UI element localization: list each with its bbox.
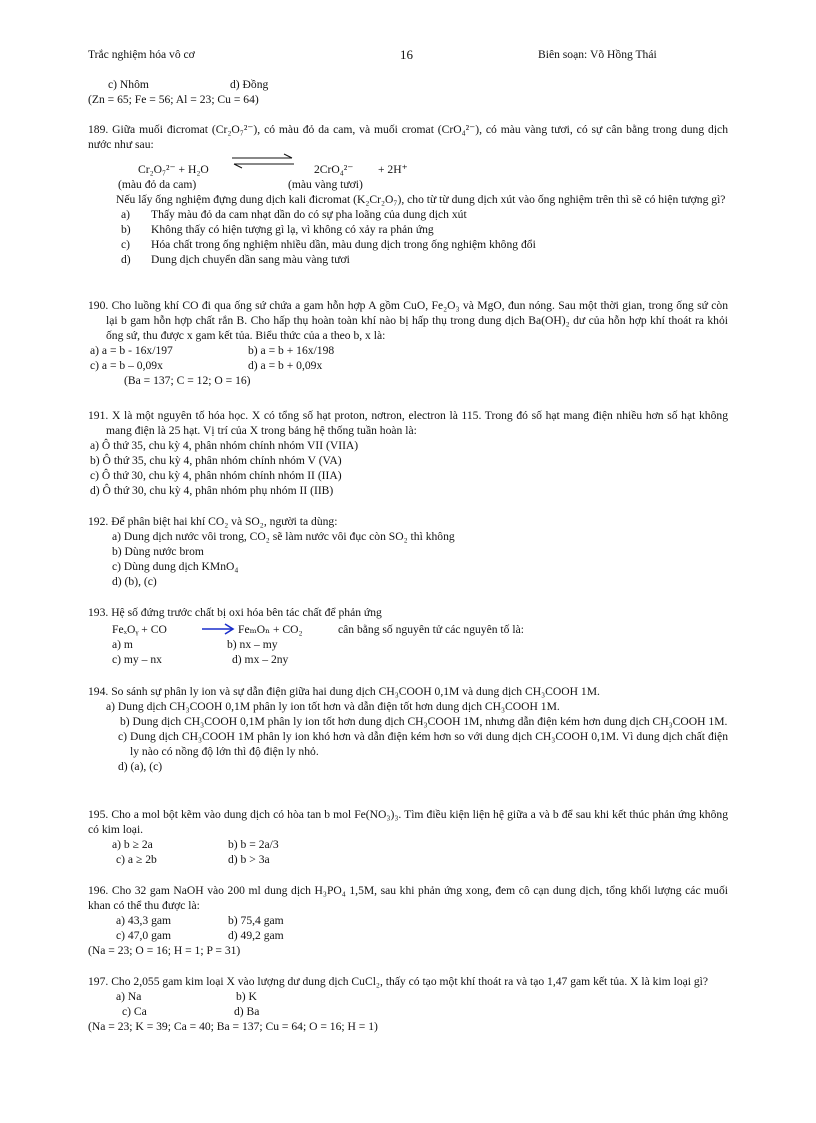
option-a: a) 43,3 gam (116, 914, 172, 927)
page-number: 16 (400, 47, 413, 62)
equation-left: FeₓOᵧ + CO (112, 623, 167, 636)
option-a: a) Na (116, 990, 142, 1003)
question-text: 189. Giữa muối đicromat (Cr₂O₇²⁻), có màu đỏ da cam, và muối cromat (CrO₄²⁻), có màu vàng tươi, có sự cân bằng trong dung dịch nước như sau: (88, 123, 728, 151)
option-d: d) (a), (c) (118, 760, 163, 773)
option-a: a) a = b - 16x/197 (90, 344, 173, 357)
question-191 (88, 408, 728, 498)
option-a: a) m (112, 638, 133, 651)
equation-tail: cân bằng số nguyên tử các nguyên tố là: (338, 623, 524, 636)
question-190 (88, 298, 728, 388)
option-item (88, 237, 728, 252)
equilibrium-arrow-icon (230, 152, 296, 170)
equation-right: 2CrO₄²⁻ (314, 163, 354, 176)
atomic-masses: (Ba = 137; C = 12; O = 16) (124, 374, 251, 387)
option-d: d) b > 3a (228, 853, 270, 866)
option-key: b) (121, 223, 131, 236)
option-d: d) mx – 2ny (232, 653, 289, 666)
option-item (88, 252, 728, 267)
option-c: c) a ≥ 2b (116, 853, 157, 866)
option-a: a) b ≥ 2a (112, 838, 153, 851)
option-item: c) Dùng dung dịch KMnO₄ (112, 560, 239, 573)
option-item: d) Ô thứ 30, chu kỳ 4, phân nhóm phụ nhóm II (IIB) (90, 484, 334, 497)
question-text: 192. Để phân biệt hai khí CO₂ và SO₂, người ta dùng: (88, 515, 338, 528)
option-item: b) Dùng nước brom (112, 545, 204, 558)
option-c: c) my – nx (112, 653, 162, 666)
option-c: c) Dung dịch CH₃COOH 1M phân ly ion khó hơn và dẫn điện kém hơn so với dung dịch CH₃COOH 0,1M. Vì dung dịch chất điện ly nào có nồng độ lớn thì độ điện ly nhỏ. (118, 730, 728, 758)
question-text: 190. Cho luồng khí CO đi qua ống sứ chứa a gam hỗn hợp A gồm CuO, Fe₂O₃ và MgO, đun nóng. Sau một thời gian, trong ống sứ còn lại b gam hỗn hợp chất rắn B. Cho hấp thụ hoàn toàn khí nào bị hấp thụ trong dung dịch Ba(OH)₂ dư của hỗn hợp khí thoát ra khỏi ống sứ, thu được x gam kết tủa. Biểu thức của a theo b, x là: (88, 299, 728, 342)
question-text: 194. So sánh sự phân ly ion và sự dẫn điện giữa hai dung dịch CH₃COOH 0,1M và dung dịch CH₃COOH 1M. (88, 685, 600, 698)
question-189-body (88, 192, 728, 267)
option-d: d) Ba (234, 1005, 260, 1018)
color-label-right: (màu vàng tươi) (288, 178, 363, 191)
equation-plus: + 2H⁺ (378, 163, 408, 176)
question-189 (88, 122, 728, 152)
option-text: Không thấy có hiện tượng gì lạ, vì không có xảy ra phản ứng (151, 223, 434, 236)
option-c: c) a = b – 0,09x (90, 359, 163, 372)
question-193 (88, 605, 728, 620)
question-text: 197. Cho 2,055 gam kim loại X vào lượng dư dung dịch CuCl₂, thấy có tạo một khí thoát ra và tạo 1,47 gam kết tủa. X là kim loại gì? (88, 975, 709, 988)
header-title: Trắc nghiệm hóa vô cơ (88, 48, 195, 61)
option-b: b) nx – my (227, 638, 278, 651)
options-list (88, 207, 728, 267)
question-194 (88, 684, 728, 774)
atomic-masses: (Na = 23; O = 16; H = 1; P = 31) (88, 944, 241, 957)
option-c: c) 47,0 gam (116, 929, 172, 942)
question-197 (88, 974, 728, 1034)
option-item (88, 207, 728, 222)
option-item: a) Ô thứ 35, chu kỳ 4, phân nhóm chính nhóm VII (VIIA) (90, 439, 359, 452)
question-text: 191. X là một nguyên tố hóa học. X có tổng số hạt proton, nơtron, electron là 115. Trong đó số hạt mang điện nhiều hơn số hạt không mang điện là 25 hạt. Vị trí của X trong bảng hệ thống tuần hoàn là: (88, 409, 728, 437)
question-196 (88, 883, 728, 958)
equation-right: FeₘOₙ + CO₂ (238, 623, 303, 636)
options-list (88, 529, 728, 589)
option-text: Dung dịch chuyển dần sang màu vàng tươi (151, 253, 350, 266)
color-label-left: (màu đỏ da cam) (118, 178, 197, 191)
options-list (88, 438, 728, 498)
question-193-options (88, 637, 728, 667)
atomic-masses: (Na = 23; K = 39; Ca = 40; Ba = 137; Cu = 64; O = 16; H = 1) (88, 1020, 378, 1033)
header-author: Biên soạn: Võ Hồng Thái (538, 48, 657, 61)
option-key: c) (121, 238, 131, 251)
option-c: c) Ca (122, 1005, 147, 1018)
option-item: a) Dung dịch nước vôi trong, CO₂ sẽ làm nước vôi đục còn SO₂ thì không (112, 530, 455, 543)
option-d: d) a = b + 0,09x (248, 359, 323, 372)
question-prompt: Nếu lấy ống nghiệm đựng dung dịch kali đicromat (K₂Cr₂O₇), cho từ từ dung dịch xút vào ống nghiệm trên thì sẽ có hiện tượng gì? (116, 193, 726, 206)
option-c: c) Nhôm (108, 78, 149, 91)
option-b: b) a = b + 16x/198 (248, 344, 335, 357)
prev-question-tail (88, 77, 728, 107)
option-text: Thấy màu đỏ da cam nhạt dần do có sự pha loãng của dung dịch xút (151, 208, 467, 221)
equation-left: Cr₂O₇²⁻ + H₂O (138, 163, 209, 176)
option-b: b) b = 2a/3 (228, 838, 279, 851)
option-item: c) Ô thứ 30, chu kỳ 4, phân nhóm chính nhóm II (IIA) (90, 469, 342, 482)
option-key: d) (121, 253, 131, 266)
question-195 (88, 807, 728, 867)
option-d: d) 49,2 gam (228, 929, 284, 942)
option-b: b) Dung dịch CH₃COOH 0,1M phân ly ion tốt hơn dung dịch CH₃COOH 1M, nhưng dẫn điện kém hơn dung dịch CH₃COOH 1M. (120, 715, 728, 728)
option-item (88, 222, 728, 237)
option-key: a) (121, 208, 131, 221)
option-text: Hóa chất trong ống nghiệm nhiều dần, màu dung dịch trong ống nghiệm không đổi (151, 238, 536, 251)
question-text: 196. Cho 32 gam NaOH vào 200 ml dung dịch H₃PO₄ 1,5M, sau khi phản ứng xong, đem cô cạn dung dịch, tổng khối lượng các muối khan có thể thu được là: (88, 884, 728, 912)
option-a: a) Dung dịch CH₃COOH 0,1M phân ly ion tốt hơn và dẫn điện tốt hơn dung dịch CH₃COOH 1M. (106, 700, 560, 713)
reaction-arrow-icon (200, 622, 236, 636)
option-b: b) 75,4 gam (228, 914, 284, 927)
option-item: d) (b), (c) (112, 575, 157, 588)
atomic-masses: (Zn = 65; Fe = 56; Al = 23; Cu = 64) (88, 93, 259, 106)
option-b: b) K (236, 990, 257, 1003)
question-192 (88, 514, 728, 589)
option-item: b) Ô thứ 35, chu kỳ 4, phân nhóm chính nhóm V (VA) (90, 454, 342, 467)
question-text: 193. Hệ số đứng trước chất bị oxi hóa bên tác chất để phản ứng (88, 606, 382, 619)
question-text: 195. Cho a mol bột kẽm vào dung dịch có hòa tan b mol Fe(NO₃)₃. Tìm điều kiện liện hệ giữa a và b để sau khi kết thúc phản ứng không có kim loại. (88, 808, 728, 836)
option-d: d) Đồng (230, 78, 269, 91)
